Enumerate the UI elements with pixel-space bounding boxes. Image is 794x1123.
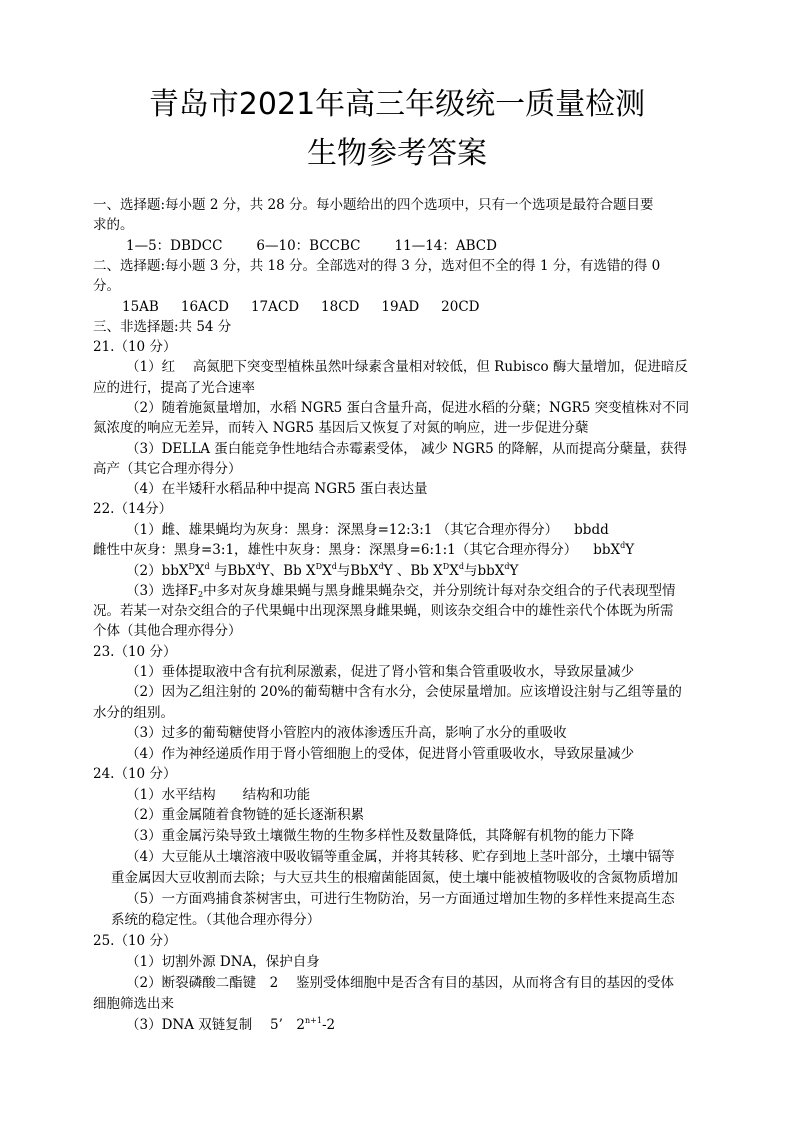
section3-heading: 三、非选择题:共 54 分 bbox=[93, 319, 232, 335]
answer-item: 20CD bbox=[441, 299, 480, 315]
q22-answer-1 bbox=[126, 521, 609, 539]
section2-answers bbox=[122, 298, 480, 316]
q21-answer-1-cont: 应的进行，提高了光合速率 bbox=[93, 380, 255, 396]
q23-answer-3: （3）过多的葡萄糖使肾小管腔内的液体渗透压升高，影响了水分的重吸收 bbox=[126, 725, 567, 741]
q25-answer-2: （2）断裂磷酸二酯键 2 鉴别受体细胞中是否含有目的基因，从而将含有目的基因的受体 bbox=[126, 975, 674, 991]
section1-heading: 一、选择题:每小题 2 分，共 28 分。每小题给出的四个选项中，只有一个选项是最符合题目要 bbox=[93, 197, 654, 213]
q21-answer-1: （1）红 高氮肥下突变型植株虽然叶绿素含量相对较低，但 Rubisco 酶大量增加，促进暗反 bbox=[126, 359, 688, 375]
q23-answer-1: （1）垂体提取液中含有抗利尿激素，促进了肾小管和集合管重吸收水，导致尿量减少 bbox=[126, 664, 635, 680]
q21-answer-3-cont: 高产（其它合理亦得分） bbox=[93, 461, 242, 477]
question-21-label: 21.（10 分） bbox=[93, 339, 177, 355]
section1-answers bbox=[126, 237, 497, 255]
q22-answer-3: （3）选择$F_2$中多对灰身雄果蝇与黑身雌果蝇杂交，并分别统计每对杂交组合的子代表现型情 bbox=[126, 583, 676, 599]
q24-answer-1: （1）水平结构 结构和功能 bbox=[126, 787, 311, 803]
document-subtitle: 生物参考答案 bbox=[307, 136, 487, 171]
q22-answer-1-cont-text: 雌性中灰身：黑身=3:1，雄性中灰身：黑身：深黑身=6:1:1（其它合理亦得分） bbox=[93, 542, 578, 558]
q21-answer-2-cont: 氮浓度的响应无差异，而转入 NGR5 基因后又恢复了对氮的响应，进一步促进分蘖 bbox=[93, 420, 589, 436]
q23-answer-2-cont: 水分的组别。 bbox=[93, 705, 174, 721]
q21-answer-3: （3）DELLA 蛋白能竞争性地结合赤霉素受体， 减少 NGR5 的降解，从而提高分蘖量，获得 bbox=[126, 441, 687, 457]
q25-answer-1: （1）切割外源 DNA，保护自身 bbox=[126, 954, 320, 970]
q24-answer-5: （5）一方面鸡捕食茶树害虫，可进行生物防治，另一方面通过增加生物的多样性来提高生态 bbox=[126, 891, 675, 907]
q24-answer-4: （4）大豆能从土壤溶液中吸收镉等重金属，并将其转移、贮存到地上茎叶部分，土壤中镉等 bbox=[126, 849, 675, 865]
answer-item: 18CD bbox=[321, 299, 360, 315]
q25-answer-3: （3）DNA 双链复制 5’ $2^{n+1}-2$ bbox=[126, 1016, 336, 1033]
section2-heading-cont: 分。 bbox=[93, 278, 120, 294]
answer-item: 16ACD bbox=[180, 299, 229, 315]
q22-answer-1-text: （1）雌、雄果蝇均为灰身：黑身：深黑身=12:3:1 （其它合理亦得分） bbox=[126, 522, 559, 538]
q21-answer-2: （2）随着施氮量增加，水稻 NGR5 蛋白含量升高，促进水稻的分蘖；NGR5 突变植株对不同 bbox=[126, 400, 690, 416]
answer-item: 17ACD bbox=[250, 299, 300, 315]
question-24-label: 24.（10 分） bbox=[93, 766, 177, 782]
q23-answer-2: （2）因为乙组注射的 20%的葡萄糖中含有水分，会使尿量增加。应该增设注射与乙组等量的 bbox=[126, 684, 682, 700]
q24-answer-2: （2）重金属随着食物链的延长逐渐积累 bbox=[126, 807, 365, 823]
answer-group: 6—10：BCCBC bbox=[256, 238, 361, 254]
q22-answer-3-cont: 况。若某一对杂交组合的子代果蝇中出现深黑身雌果蝇，则该杂交组合中的雄性亲代个体既为所需 bbox=[93, 603, 674, 619]
answer-group: 11—14：ABCD bbox=[394, 238, 497, 254]
q22-answer-3-cont-2: 个体（其他合理亦得分） bbox=[93, 623, 242, 639]
q24-answer-4-cont: 重金属因大豆收割而去除；与大豆共生的根瘤菌能固氮，使土壤中能被植物吸收的含氮物质增加 bbox=[111, 870, 678, 886]
q22-genotype-2: bbX$^d$Y bbox=[593, 541, 635, 558]
section1-heading-cont: 求的。 bbox=[93, 217, 134, 233]
q22-genotype: bbdd bbox=[574, 522, 609, 538]
q24-answer-5-cont: 系统的稳定性。（其他合理亦得分） bbox=[111, 912, 321, 928]
answer-group: 1—5：DBDCC bbox=[126, 238, 223, 254]
q25-answer-2-cont: 细胞筛选出来 bbox=[93, 996, 174, 1012]
q22-answer-1-cont bbox=[93, 541, 634, 559]
question-25-label: 25.（10 分） bbox=[93, 933, 177, 949]
section2-heading: 二、选择题:每小题 3 分，共 18 分。全部选对的得 3 分，选对但不全的得 1 分，有选错的得 0 bbox=[93, 258, 661, 274]
question-22-label: 22.（14分） bbox=[93, 501, 173, 517]
answer-item: 15AB bbox=[122, 299, 159, 315]
question-23-label: 23.（10 分） bbox=[93, 644, 177, 660]
document-title: 青岛市2021年高三年级统一质量检测 bbox=[148, 87, 646, 122]
answer-item: 19AD bbox=[381, 299, 420, 315]
q24-answer-3: （3）重金属污染导致土壤微生物的生物多样性及数量降低，其降解有机物的能力下降 bbox=[126, 828, 635, 844]
q22-answer-2: $(2)bbX^DX^d$ 与BbX$^d$Y、Bb $X^DX^d$与BbX$^d$Y 、Bb $X^DX^d$与bbX$^d$Y bbox=[126, 562, 519, 579]
q21-answer-4: （4）在半矮秆水稻品种中提高 NGR5 蛋白表达量 bbox=[126, 481, 428, 497]
q23-answer-4: （4）作为神经递质作用于肾小管细胞上的受体，促进肾小管重吸收水，导致尿量减少 bbox=[126, 746, 635, 762]
